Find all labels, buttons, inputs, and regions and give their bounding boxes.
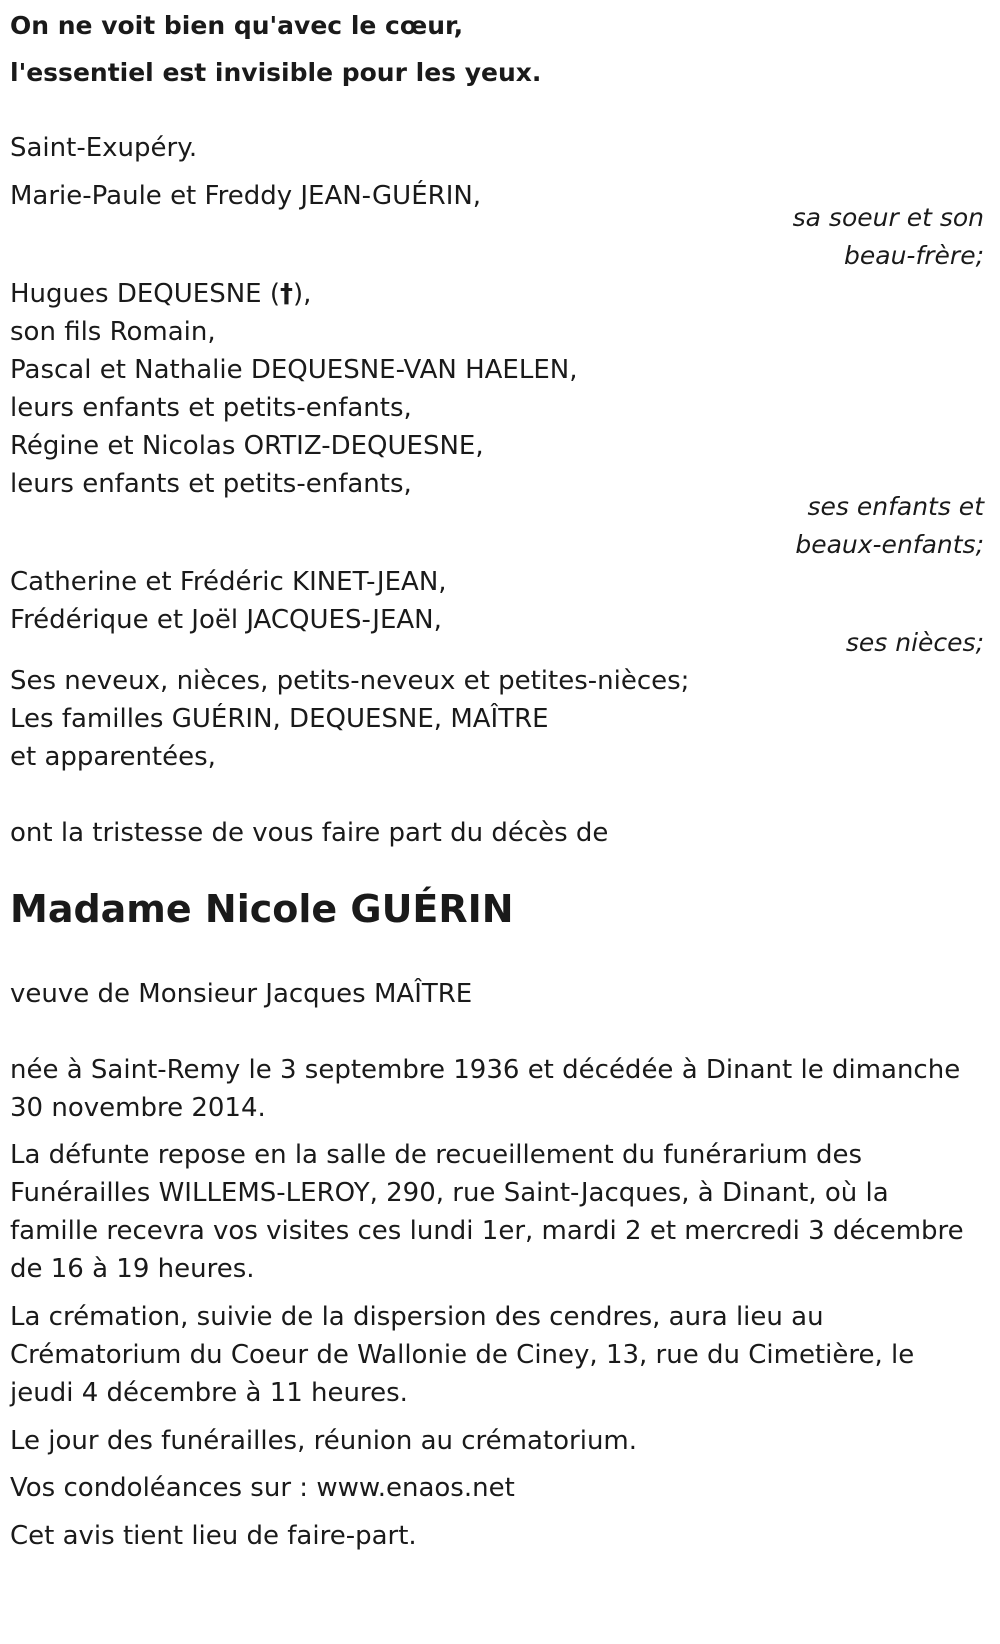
detail-repose-line: Funérailles WILLEMS-LEROY, 290, rue Saint-Jacques, à Dinant, où la bbox=[10, 1178, 889, 1208]
family-child-line bbox=[10, 274, 311, 314]
detail-cremation-line: La crémation, suivie de la dispersion des cendres, aura lieu au bbox=[10, 1302, 824, 1332]
family-niece-line: Catherine et Frédéric KINET-JEAN, bbox=[10, 567, 447, 597]
deceased-name: Madame Nicole GUÉRIN bbox=[10, 887, 514, 931]
announcement: ont la tristesse de vous faire part du décès de bbox=[10, 818, 609, 848]
detail-birth-line: 30 novembre 2014. bbox=[10, 1093, 266, 1123]
cross-icon: † bbox=[279, 279, 293, 309]
detail-funeral-meeting: Le jour des funérailles, réunion au crématorium. bbox=[10, 1426, 638, 1456]
family-child-line: son fils Romain, bbox=[10, 317, 216, 347]
family-other-line: et apparentées, bbox=[10, 742, 216, 772]
family-children-role-2: beaux-enfants; bbox=[795, 530, 984, 559]
family-other-line: Ses neveux, nièces, petits-neveux et petites-nièces; bbox=[10, 666, 690, 696]
family-child-line: leurs enfants et petits-enfants, bbox=[10, 469, 412, 499]
family-child-line: Régine et Nicolas ORTIZ-DEQUESNE, bbox=[10, 431, 484, 461]
family-children-role-1: ses enfants et bbox=[807, 492, 984, 521]
family-sister-role-2: beau-frère; bbox=[844, 241, 984, 270]
child-name: Hugues DEQUESNE ( bbox=[10, 279, 280, 309]
detail-condolences: Vos condoléances sur : www.enaos.net bbox=[10, 1473, 515, 1503]
family-nieces-role: ses nièces; bbox=[845, 628, 984, 657]
quote-line-1: On ne voit bien qu'avec le cœur, bbox=[10, 11, 464, 40]
family-sister: Marie-Paule et Freddy JEAN-GUÉRIN, bbox=[10, 181, 482, 211]
detail-notice: Cet avis tient lieu de faire-part. bbox=[10, 1521, 417, 1551]
family-niece-line: Frédérique et Joël JACQUES-JEAN, bbox=[10, 605, 442, 635]
family-child-line: leurs enfants et petits-enfants, bbox=[10, 393, 412, 423]
family-other-line: Les familles GUÉRIN, DEQUESNE, MAÎTRE bbox=[10, 704, 549, 734]
family-child-line: Pascal et Nathalie DEQUESNE-VAN HAELEN, bbox=[10, 355, 578, 385]
detail-cremation-line: jeudi 4 décembre à 11 heures. bbox=[10, 1378, 408, 1408]
quote-line-2: l'essentiel est invisible pour les yeux. bbox=[10, 58, 542, 87]
deceased-widow-of: veuve de Monsieur Jacques MAÎTRE bbox=[10, 979, 473, 1009]
detail-cremation-line: Crématorium du Coeur de Wallonie de Ciney, 13, rue du Cimetière, le bbox=[10, 1340, 915, 1370]
quote-author: Saint-Exupéry. bbox=[10, 133, 198, 163]
detail-repose-line: de 16 à 19 heures. bbox=[10, 1254, 255, 1284]
detail-birth-line: née à Saint-Remy le 3 septembre 1936 et décédée à Dinant le dimanche bbox=[10, 1055, 961, 1085]
family-sister-role-1: sa soeur et son bbox=[792, 203, 984, 232]
detail-repose-line: La défunte repose en la salle de recueillement du funérarium des bbox=[10, 1140, 863, 1170]
child-name-suffix: ), bbox=[292, 279, 312, 309]
detail-repose-line: famille recevra vos visites ces lundi 1er, mardi 2 et mercredi 3 décembre bbox=[10, 1216, 964, 1246]
